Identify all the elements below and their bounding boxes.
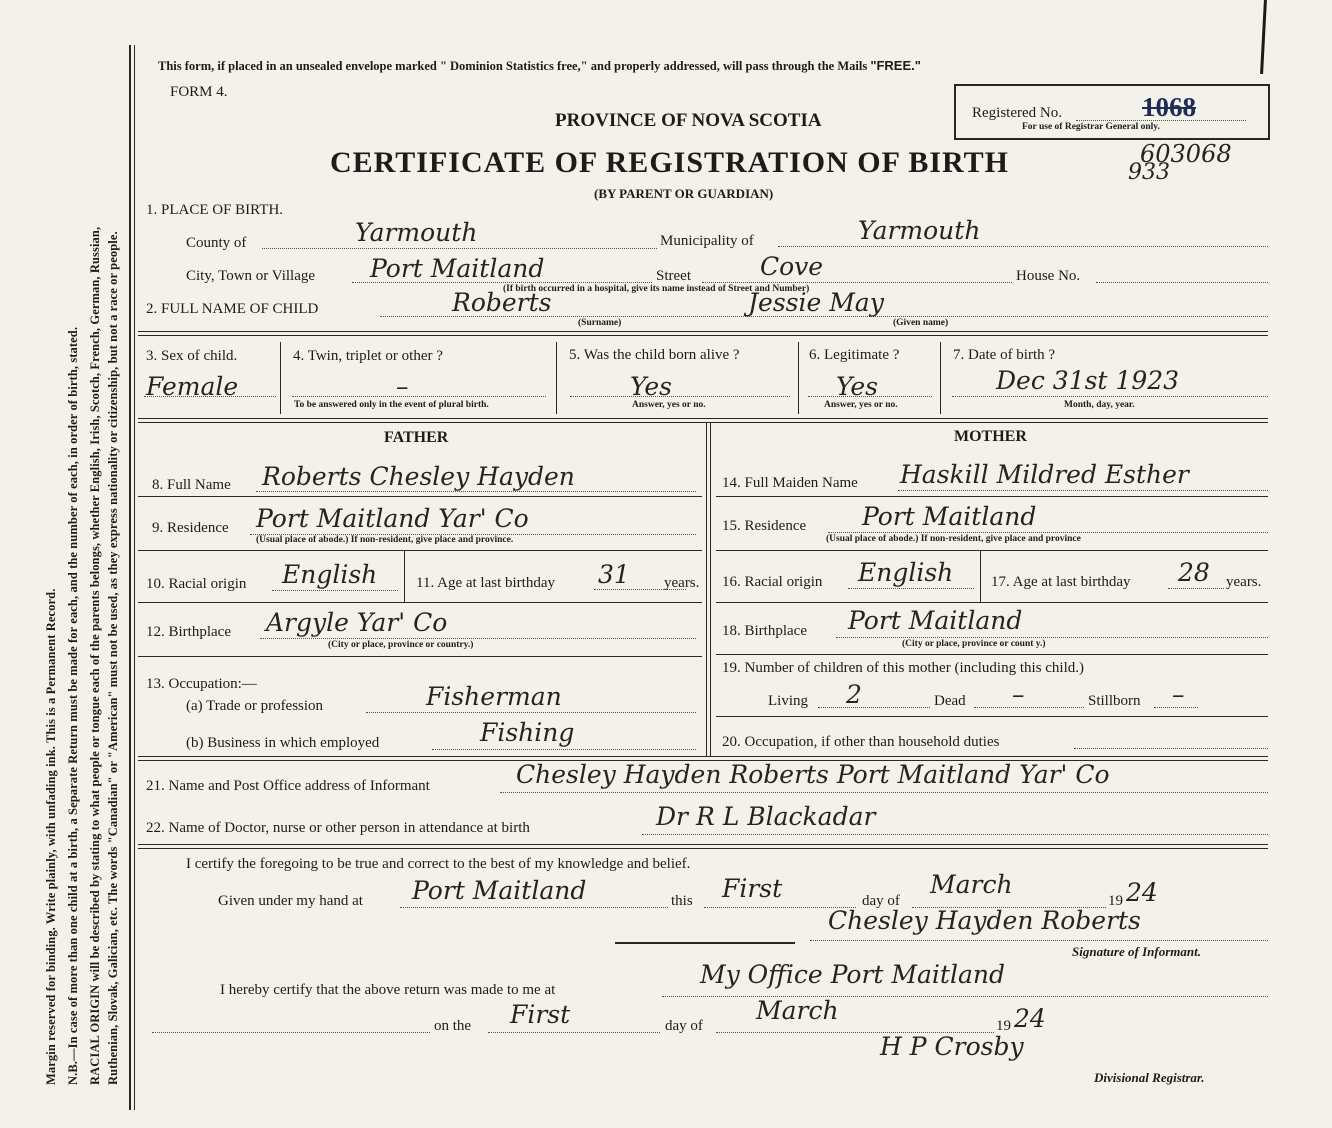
mother-birthplace: Port Maitland [848, 606, 1023, 635]
margin-note-2: N.B.—In case of more than one child at a birth, a Separate Return must be made for each, and the number of each, in order of birth, stated. [66, 326, 80, 1085]
mother-age-label: 17. Age at last birthday [991, 574, 1131, 590]
sex-label: 3. Sex of child. [146, 348, 238, 364]
business-label: (b) Business in which employed [186, 735, 380, 751]
child-given-name: Jessie May [748, 288, 884, 317]
mother-race: English [858, 558, 954, 587]
pen-mark [1260, 0, 1267, 74]
mother-years: years. [1226, 574, 1262, 590]
registrar-use-note: For use of Registrar General only. [1022, 122, 1160, 132]
registration-month: March [756, 996, 839, 1025]
given-month: March [930, 870, 1013, 899]
legitimate-label: 6. Legitimate ? [809, 347, 900, 363]
margin-note-1: Margin reserved for binding. Write plainly, with unfading ink. This is a Permanent Record. [44, 588, 58, 1085]
given-year-prefix: 19 [1108, 893, 1123, 909]
mother-residence: Port Maitland [862, 502, 1037, 531]
living-label: Living [768, 693, 808, 709]
children-count-label: 19. Number of children of this mother (including this child.) [722, 660, 1085, 676]
city-value: Port Maitland [370, 254, 545, 283]
given-under-label: Given under my hand at [218, 893, 363, 909]
informant-signature: Chesley Hayden Roberts [828, 906, 1141, 935]
mother-residence-note: (Usual place of abode.) If non-resident, give place and province [826, 534, 1081, 544]
margin-note-4: Ruthenian, Slovak, Galician, etc. The words "Canadian" or "American" must not be used, as they express nationality or citizenship, but not a race or people. [106, 231, 120, 1085]
father-name: Roberts Chesley Hayden [262, 462, 575, 491]
child-surname: Roberts [452, 288, 552, 317]
dob-label: 7. Date of birth ? [953, 347, 1056, 363]
father-birthplace: Argyle Yar' Co [266, 608, 448, 637]
municipality-value: Yarmouth [858, 216, 981, 245]
twin-value: – [396, 372, 409, 401]
province-heading: PROVINCE OF NOVA SCOTIA [555, 110, 822, 131]
father-heading: FATHER [384, 429, 449, 446]
father-residence-label: 9. Residence [152, 520, 229, 536]
given-day: First [722, 874, 783, 903]
margin-note-3: RACIAL ORIGIN will be described by stating to what people or tongue each of the parents belongs, whether English, Irish, Scotch, French, German, Russian, [88, 226, 102, 1085]
registrar-signature: H P Crosby [880, 1032, 1024, 1061]
twin-label: 4. Twin, triplet or other ? [293, 348, 443, 364]
stillborn-label: Stillborn [1088, 693, 1141, 709]
signature-caption: Signature of Informant. [1072, 944, 1201, 959]
binding-margin [0, 0, 130, 1128]
trade-value: Fisherman [426, 682, 562, 711]
county-label: County of [186, 235, 247, 251]
registered-number-box [954, 84, 1270, 140]
alive-label: 5. Was the child born alive ? [569, 347, 740, 363]
municipality-label: Municipality of [660, 233, 754, 249]
registration-year-prefix: 19 [996, 1018, 1011, 1034]
father-race-label: 10. Racial origin [146, 576, 247, 592]
certificate-title: CERTIFICATE OF REGISTRATION OF BIRTH [330, 146, 1009, 179]
certify-statement: I certify the foregoing to be true and correct to the best of my knowledge and belief. [186, 856, 691, 872]
hospital-note: (If birth occurred in a hospital, give its name instead of Street and Number) [503, 284, 810, 294]
trade-label: (a) Trade or profession [186, 698, 324, 714]
given-day-of: day of [862, 893, 900, 909]
informant-value: Chesley Hayden Roberts Port Maitland Yar' Co [516, 760, 1110, 789]
mother-birthplace-label: 18. Birthplace [722, 623, 807, 639]
informant-label: 21. Name and Post Office address of Informant [146, 778, 430, 794]
alive-value: Yes [630, 372, 672, 401]
on-the-label: on the [434, 1018, 472, 1034]
city-label: City, Town or Village [186, 268, 316, 284]
hereby-certify: I hereby certify that the above return was made to me at [220, 982, 556, 998]
stamp-number-2: 933 [1128, 160, 1170, 185]
mother-birthplace-note: (City or place, province or count y.) [902, 639, 1046, 649]
father-years: years. [664, 575, 700, 591]
mother-residence-label: 15. Residence [722, 518, 807, 534]
house-label: House No. [1016, 268, 1081, 284]
surname-caption: (Surname) [578, 318, 622, 328]
mail-notice: This form, if placed in an unsealed envelope marked " Dominion Statistics free," and properly addressed, will pass through the Mails "FREE." [158, 58, 921, 73]
mother-race-label: 16. Racial origin [722, 574, 823, 590]
given-caption: (Given name) [893, 318, 949, 328]
registration-year: 24 [1014, 1004, 1046, 1033]
registration-day-of: day of [665, 1018, 703, 1034]
business-value: Fishing [480, 718, 575, 747]
father-birthplace-note: (City or place, province or country.) [328, 640, 474, 650]
margin-rule-inner [134, 45, 135, 1110]
registration-office: My Office Port Maitland [700, 960, 1005, 989]
dob-note: Month, day, year. [1064, 400, 1135, 410]
father-age-label: 11. Age at last birthday [416, 575, 555, 591]
this-label: this [671, 893, 693, 909]
place-heading: 1. PLACE OF BIRTH. [146, 202, 284, 218]
margin-rule [129, 45, 131, 1110]
father-residence-note: (Usual place of abode.) If non-resident, give place and province. [256, 535, 514, 545]
father-residence: Port Maitland Yar' Co [256, 504, 529, 533]
street-value: Cove [760, 252, 824, 281]
mother-name-label: 14. Full Maiden Name [722, 475, 858, 491]
county-value: Yarmouth [355, 218, 478, 247]
father-occupation-label: 13. Occupation:— [146, 676, 257, 692]
stamp-number: 603068 [1140, 140, 1232, 168]
given-place: Port Maitland [412, 876, 587, 905]
street-label: Street [656, 268, 691, 284]
mother-occupation-label: 20. Occupation, if other than household duties [722, 734, 1000, 750]
legitimate-value: Yes [836, 372, 878, 401]
form-number: FORM 4. [170, 84, 228, 100]
registrar-caption: Divisional Registrar. [1094, 1070, 1205, 1085]
certificate-subtitle: (BY PARENT OR GUARDIAN) [594, 186, 774, 201]
registered-number: 1068 [1142, 92, 1196, 122]
stillborn-value: – [1172, 680, 1185, 709]
father-birthplace-label: 12. Birthplace [146, 624, 231, 640]
doctor-label: 22. Name of Doctor, nurse or other person in attendance at birth [146, 820, 530, 836]
twin-note: To be answered only in the event of plural birth. [294, 400, 489, 410]
dead-label: Dead [934, 693, 966, 709]
registered-label: Registered No. [972, 105, 1062, 121]
sex-value: Female [146, 372, 239, 401]
dob-value: Dec 31st 1923 [996, 366, 1180, 395]
father-age: 31 [598, 560, 630, 589]
child-name-label: 2. FULL NAME OF CHILD [146, 301, 319, 317]
alive-note: Answer, yes or no. [632, 400, 706, 410]
given-year: 24 [1126, 878, 1158, 907]
father-race: English [282, 560, 378, 589]
living-value: 2 [846, 680, 862, 709]
mother-name: Haskill Mildred Esther [900, 460, 1189, 489]
mother-heading: MOTHER [954, 428, 1027, 445]
father-name-label: 8. Full Name [152, 477, 231, 493]
legitimate-note: Answer, yes or no. [824, 400, 898, 410]
registration-day: First [510, 1000, 571, 1029]
mother-age: 28 [1178, 558, 1210, 587]
doctor-value: Dr R L Blackadar [656, 802, 876, 831]
dead-value: – [1012, 680, 1025, 709]
